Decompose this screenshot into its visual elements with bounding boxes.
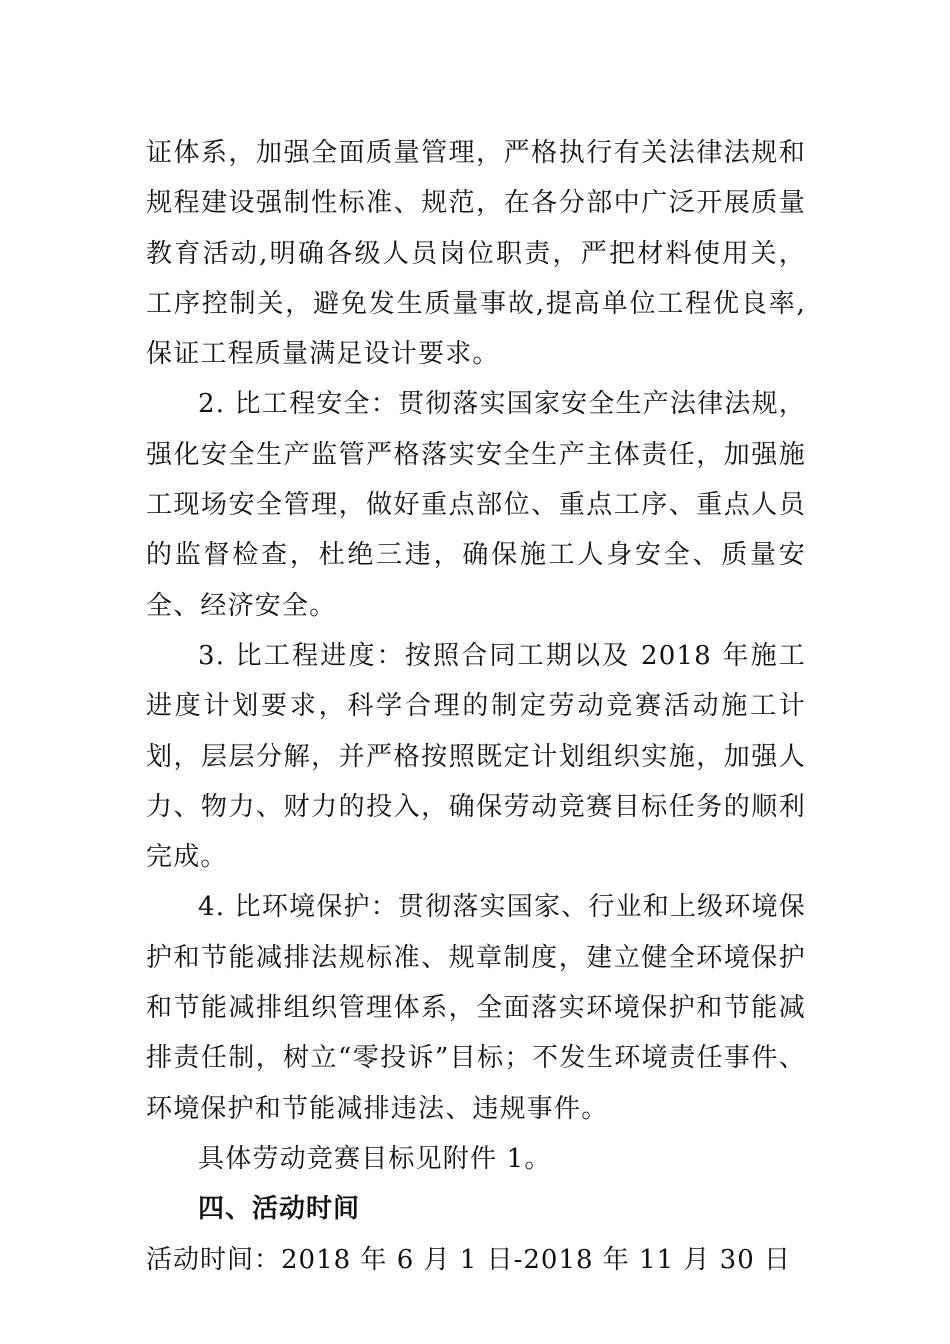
- paragraph-environment-protection: 4. 比环境保护：贯彻落实国家、行业和上级环境保护和节能减排法规标准、规章制度，建立健全环境保护和节能减排组织管理体系，全面落实环境保护和节能减排责任制，树立“零投诉”目标；不发生环境责任事件、环境保护和节能减排违法、违规事件。: [146, 892, 806, 1124]
- paragraph-engineering-safety: 2. 比工程安全：贯彻落实国家安全生产法律法规，强化安全生产监管严格落实安全生产主体责任，加强施工现场安全管理，做好重点部位、重点工序、重点人员的监督检查，杜绝三违，确保施工人身安全、质量安全、经济安全。: [146, 389, 806, 621]
- paragraph-attachment-note: 具体劳动竞赛目标见附件 1。: [198, 1143, 552, 1174]
- document-page: [146, 128, 806, 1285]
- activity-time-line: 活动时间：2018 年 6 月 1 日-2018 年 11 月 30 日: [146, 1244, 792, 1275]
- section-heading-activity-time: 四、活动时间: [198, 1194, 361, 1225]
- paragraph-engineering-progress: 3. 比工程进度：按照合同工期以及 2018 年施工进度计划要求，科学合理的制定劳动竞赛活动施工计划，层层分解，并严格按照既定计划组织实施，加强人力、物力、财力的投入，确保劳动竞赛目标任务的顺利完成。: [146, 640, 806, 873]
- paragraph-quality-continued: 证体系，加强全面质量管理，严格执行有关法律法规和规程建设强制性标准、规范，在各分部中广泛开展质量教育活动,明确各级人员岗位职责，严把材料使用关，工序控制关，避免发生质量事故,提高单位工程优良率,保证工程质量满足设计要求。: [146, 138, 806, 370]
